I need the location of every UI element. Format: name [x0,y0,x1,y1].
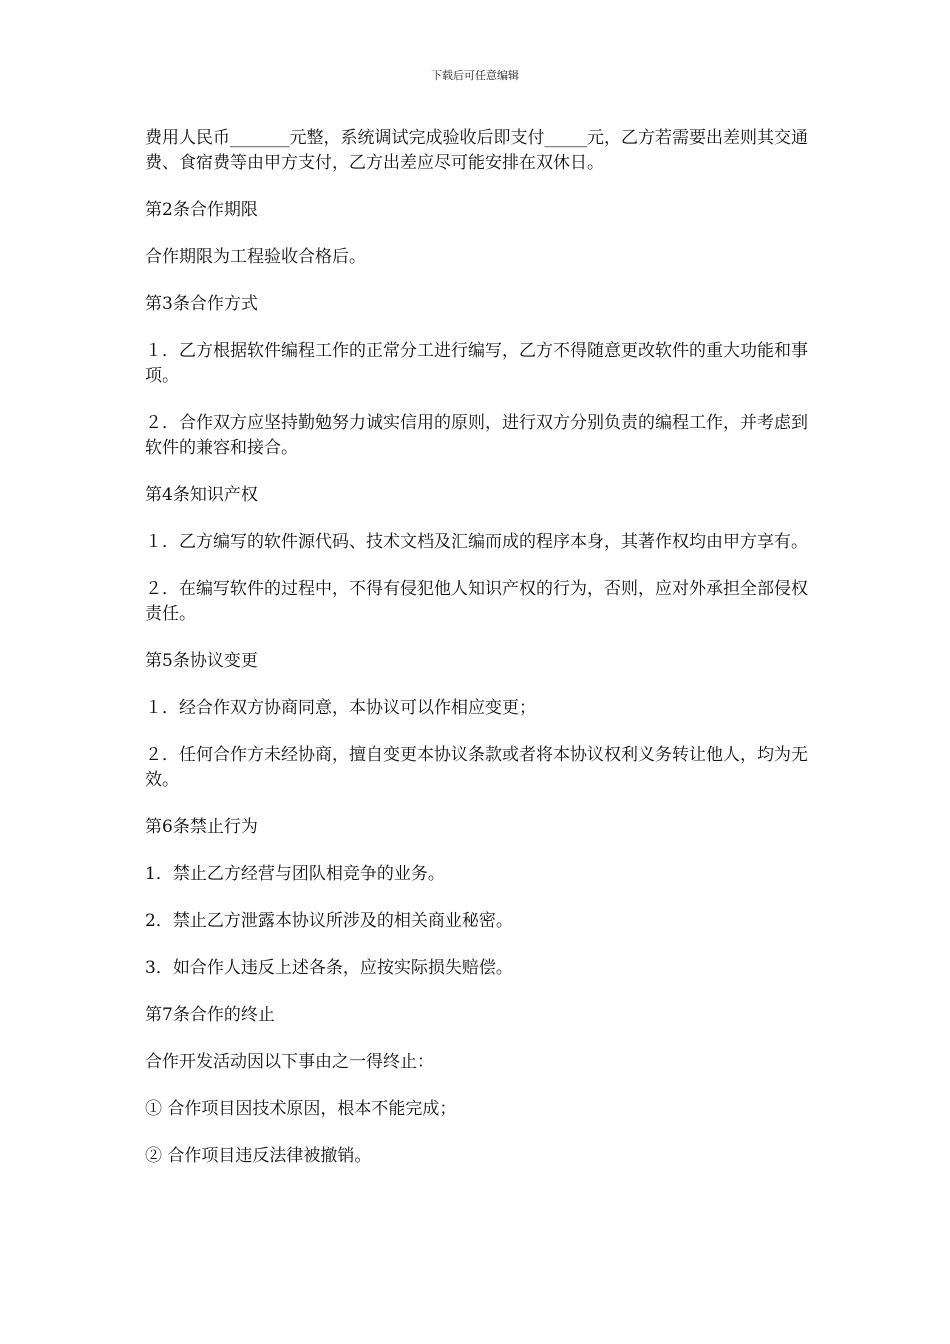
paragraph-term: 合作期限为工程验收合格后。 [145,247,366,267]
article-7-heading: 第7条合作的终止 [145,1005,275,1025]
paragraph-termination-1: ① 合作项目因技术原因，根本不能完成； [145,1099,457,1119]
paragraph-method-2: ２．合作双方应坚持勤勉努力诚实信用的原则，进行双方分别负责的编程工作，并考虑到软件的兼容和接合。 [145,413,808,458]
paragraph-method-1: １．乙方根据软件编程工作的正常分工进行编写，乙方不得随意更改软件的重大功能和事项。 [145,341,808,386]
paragraph-fee-terms: 费用人民币_______元整，系统调试完成验收后即支付_____元，乙方若需要出差则其交通费、食宿费等由甲方支付，乙方出差应尽可能安排在双休日。 [145,128,808,173]
article-6-heading: 第6条禁止行为 [145,817,258,837]
article-4-heading: 第4条知识产权 [145,485,258,505]
paragraph-ip-2: ２．在编写软件的过程中，不得有侵犯他人知识产权的行为，否则，应对外承担全部侵权责任。 [145,579,808,624]
article-2-heading: 第2条合作期限 [145,200,258,220]
paragraph-prohibit-3: 3．如合作人违反上述各条，应按实际损失赔偿。 [145,958,513,978]
paragraph-termination-intro: 合作开发活动因以下事由之一得终止： [145,1052,434,1072]
paragraph-prohibit-1: 1．禁止乙方经营与团队相竞争的业务。 [145,864,445,884]
paragraph-termination-2: ② 合作项目违反法律被撤销。 [145,1146,372,1166]
paragraph-change-1: １．经合作双方协商同意，本协议可以作相应变更； [145,698,536,718]
paragraph-change-2: ２．任何合作方未经协商，擅自变更本协议条款或者将本协议权利义务转让他人，均为无效。 [145,745,808,790]
paragraph-prohibit-2: 2．禁止乙方泄露本协议所涉及的相关商业秘密。 [145,911,513,931]
paragraph-ip-1: １．乙方编写的软件源代码、技术文档及汇编而成的程序本身，其著作权均由甲方享有。 [145,532,808,552]
document-body [145,126,810,1191]
article-3-heading: 第3条合作方式 [145,294,258,314]
page-header-note: 下载后可任意编辑 [431,69,519,82]
article-5-heading: 第5条协议变更 [145,651,258,671]
